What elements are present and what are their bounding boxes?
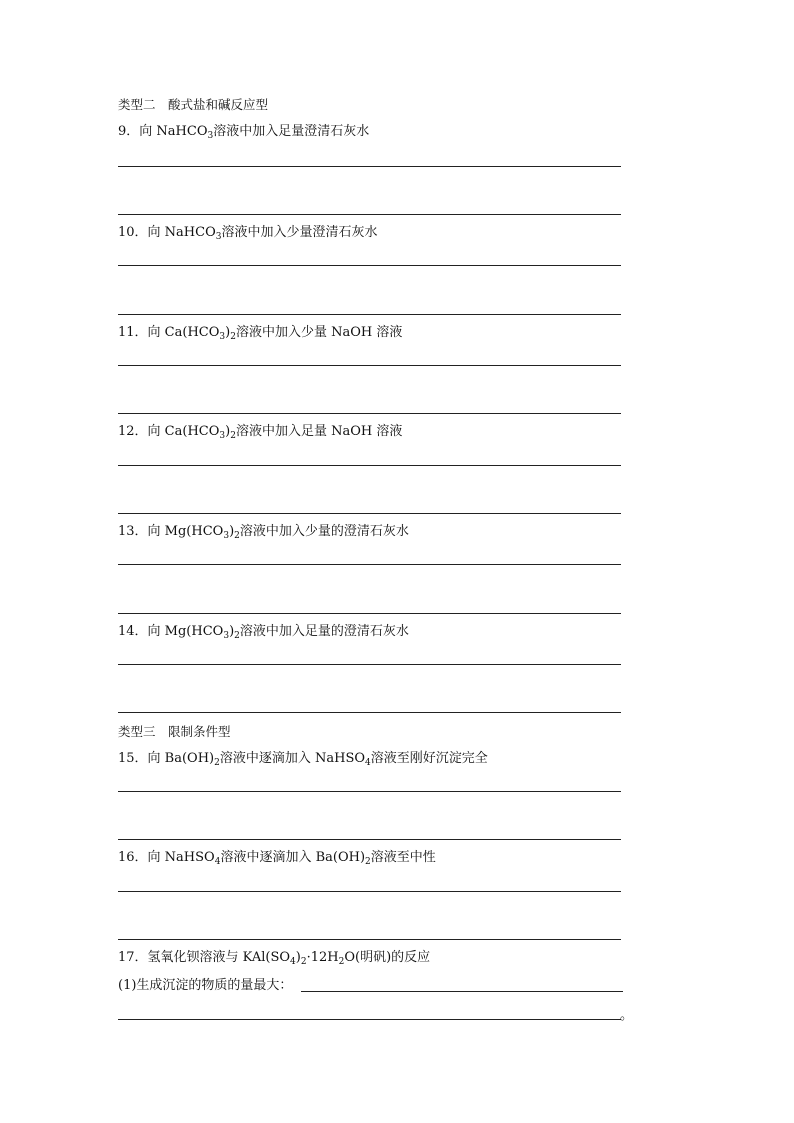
answer-line-10a bbox=[118, 265, 621, 266]
answer-line-15a bbox=[118, 791, 621, 792]
answer-line-10b bbox=[118, 314, 621, 315]
question-16: 16．向 NaHSO$_4$溶液中逐滴加入 $Ba(OH)_2$溶液至中性 bbox=[118, 850, 436, 867]
answer-line-11b bbox=[118, 413, 621, 414]
question-17: 17．氢氧化钡溶液与 $KAl(SO_4)_2\cdot 12H_2O$(明矾)的反应 bbox=[118, 950, 431, 967]
answer-line-16a bbox=[118, 891, 621, 892]
answer-line-14b bbox=[118, 712, 621, 713]
section-heading-type3: 类型三 限制条件型 bbox=[118, 724, 231, 739]
answer-line-9b bbox=[118, 214, 621, 215]
question-15: 15．向 $Ba(OH)_2$溶液中逐滴加入 NaHSO$_4$溶液至刚好沉淀完全 bbox=[118, 751, 488, 768]
end-period: 。 bbox=[620, 1008, 634, 1023]
answer-line-13b bbox=[118, 613, 621, 614]
answer-line-15b bbox=[118, 839, 621, 840]
question-10: 10．向 NaHCO$_3$溶液中加入少量澄清石灰水 bbox=[118, 225, 378, 242]
answer-line-9a bbox=[118, 166, 621, 167]
answer-line-17-part1-b bbox=[118, 1019, 621, 1020]
answer-line-13a bbox=[118, 564, 621, 565]
question-17-part-1-label: (1)生成沉淀的物质的量最大： bbox=[118, 978, 293, 993]
answer-line-17-part1-inline bbox=[301, 991, 623, 992]
question-9: 9．向 NaHCO$_3$溶液中加入足量澄清石灰水 bbox=[118, 124, 370, 141]
answer-line-16b bbox=[118, 939, 621, 940]
question-11: 11．向 $Ca(HCO_3)_2$溶液中加入少量 NaOH 溶液 bbox=[118, 325, 403, 342]
section-heading-type2: 类型二 酸式盐和碱反应型 bbox=[118, 97, 269, 112]
question-13: 13．向 $Mg(HCO_3)_2$溶液中加入少量的澄清石灰水 bbox=[118, 524, 409, 541]
answer-line-11a bbox=[118, 365, 621, 366]
answer-line-12b bbox=[118, 513, 621, 514]
answer-line-14a bbox=[118, 664, 621, 665]
question-14: 14．向 $Mg(HCO_3)_2$溶液中加入足量的澄清石灰水 bbox=[118, 624, 409, 641]
question-12: 12．向 $Ca(HCO_3)_2$溶液中加入足量 NaOH 溶液 bbox=[118, 424, 403, 441]
answer-line-12a bbox=[118, 465, 621, 466]
